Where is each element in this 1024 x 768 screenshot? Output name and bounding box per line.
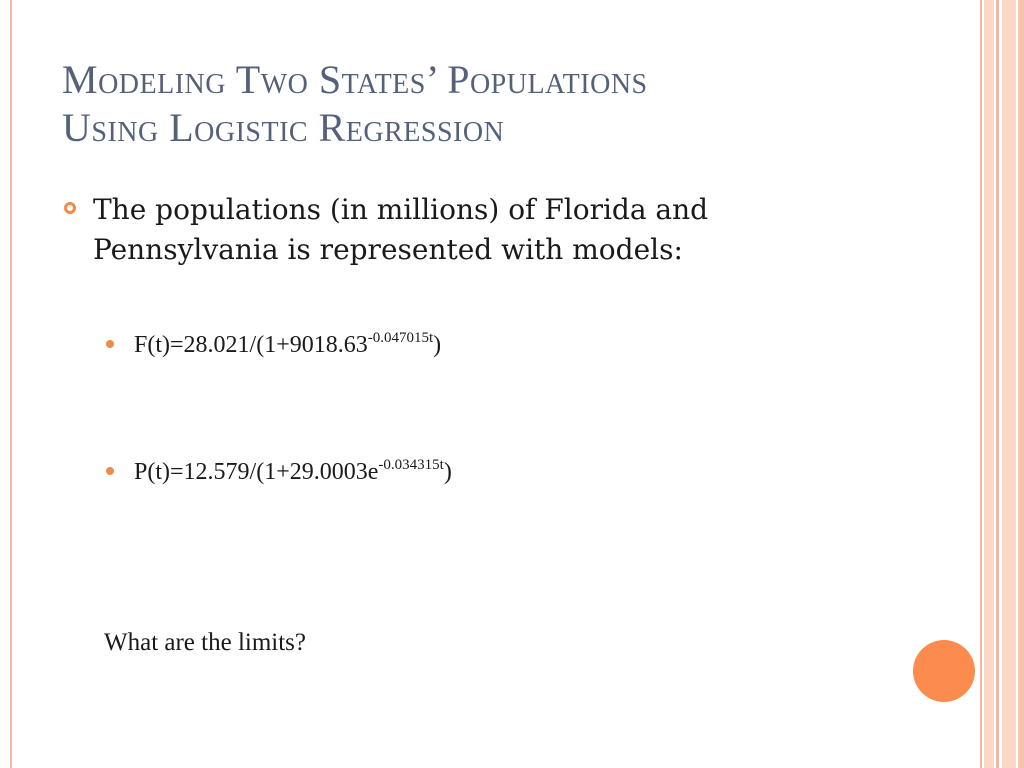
dot-bullet-icon [106, 467, 114, 475]
stripe [996, 0, 999, 768]
stripe [1018, 0, 1024, 768]
stripe [980, 0, 982, 768]
stripe [984, 0, 994, 768]
sub-bullet-florida [106, 330, 441, 360]
formula-close: ) [443, 459, 452, 485]
question-text: What are the limits? [104, 629, 307, 656]
ring-bullet-icon [64, 202, 76, 214]
title-line-1: Modeling Two States’ Populations [62, 57, 648, 102]
main-bullet [64, 190, 824, 270]
formula-base: F(t)=28.021/(1+9018.63 [134, 332, 368, 358]
formula-exponent: -0.034315t [378, 457, 444, 473]
right-decorative-stripes [980, 0, 1024, 768]
dot-bullet-icon [106, 340, 114, 348]
main-bullet-text: The populations (in millions) of Florida and Pennsylvania is represented with models: [93, 193, 709, 266]
florida-formula [134, 332, 441, 358]
formula-base: P(t)=12.579/(1+29.0003e [134, 459, 379, 485]
stripe [1002, 0, 1016, 768]
formula-exponent: -0.047015t [367, 330, 434, 346]
title-line-2: Using Logistic Regression [62, 105, 505, 150]
slide-title [62, 56, 942, 152]
pennsylvania-formula [134, 459, 452, 485]
sub-bullet-pennsylvania [106, 457, 452, 487]
formula-close: ) [433, 332, 442, 358]
decorative-circle [913, 640, 975, 702]
left-border-line [10, 0, 12, 768]
